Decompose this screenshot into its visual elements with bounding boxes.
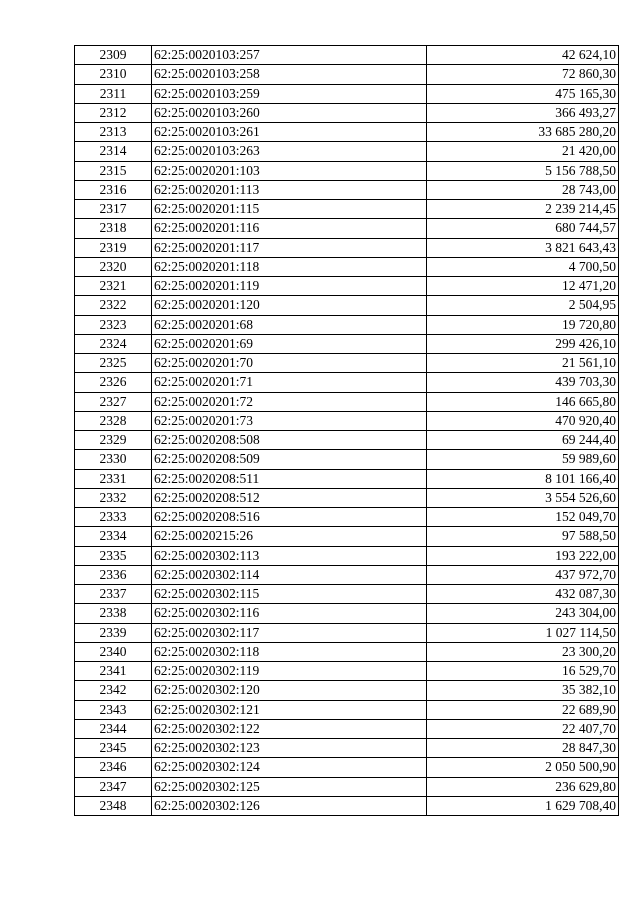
cadastral-number-cell: 62:25:0020103:260 [152,103,427,122]
table-row [75,450,619,469]
table-row [75,200,619,219]
cadastral-number-cell: 62:25:0020208:508 [152,431,427,450]
cadastral-value-cell: 236 629,80 [427,777,619,796]
table-row [75,585,619,604]
row-number-cell: 2347 [75,777,152,796]
table-row [75,642,619,661]
cadastral-number-cell: 62:25:0020103:263 [152,142,427,161]
cadastral-number-cell: 62:25:0020302:124 [152,758,427,777]
cadastral-number-cell: 62:25:0020103:257 [152,46,427,65]
cadastral-value-cell: 1 629 708,40 [427,796,619,815]
row-number-cell: 2344 [75,719,152,738]
cadastral-value-cell: 28 847,30 [427,739,619,758]
cadastral-number-cell: 62:25:0020302:113 [152,546,427,565]
table-row [75,758,619,777]
table-row [75,527,619,546]
cadastral-number-cell: 62:25:0020208:509 [152,450,427,469]
cadastral-number-cell: 62:25:0020302:122 [152,719,427,738]
table-row [75,334,619,353]
row-number-cell: 2315 [75,161,152,180]
row-number-cell: 2328 [75,411,152,430]
cadastral-number-cell: 62:25:0020103:258 [152,65,427,84]
cadastral-value-cell: 22 407,70 [427,719,619,738]
cadastral-value-cell: 97 588,50 [427,527,619,546]
row-number-cell: 2317 [75,200,152,219]
cadastral-number-cell: 62:25:0020201:117 [152,238,427,257]
cadastral-number-cell: 62:25:0020208:511 [152,469,427,488]
cadastral-number-cell: 62:25:0020201:120 [152,296,427,315]
row-number-cell: 2345 [75,739,152,758]
cadastral-number-cell: 62:25:0020215:26 [152,527,427,546]
row-number-cell: 2326 [75,373,152,392]
table-row [75,508,619,527]
row-number-cell: 2309 [75,46,152,65]
cadastral-number-cell: 62:25:0020201:116 [152,219,427,238]
cadastral-number-cell: 62:25:0020201:70 [152,354,427,373]
row-number-cell: 2324 [75,334,152,353]
row-number-cell: 2346 [75,758,152,777]
cadastral-number-cell: 62:25:0020201:71 [152,373,427,392]
cadastral-number-cell: 62:25:0020201:72 [152,392,427,411]
table-row [75,565,619,584]
cadastral-number-cell: 62:25:0020201:69 [152,334,427,353]
row-number-cell: 2339 [75,623,152,642]
table-row [75,277,619,296]
table-row [75,662,619,681]
table-row [75,161,619,180]
cadastral-value-cell: 21 420,00 [427,142,619,161]
cadastral-number-cell: 62:25:0020201:68 [152,315,427,334]
row-number-cell: 2310 [75,65,152,84]
cadastral-value-cell: 5 156 788,50 [427,161,619,180]
cadastral-value-cell: 69 244,40 [427,431,619,450]
cadastral-value-cell: 193 222,00 [427,546,619,565]
table-row [75,681,619,700]
cadastral-number-cell: 62:25:0020201:115 [152,200,427,219]
cadastral-number-cell: 62:25:0020208:516 [152,508,427,527]
row-number-cell: 2321 [75,277,152,296]
table-row [75,257,619,276]
cadastral-number-cell: 62:25:0020302:126 [152,796,427,815]
table-row [75,431,619,450]
cadastral-number-cell: 62:25:0020201:73 [152,411,427,430]
cadastral-value-cell: 33 685 280,20 [427,123,619,142]
table-row [75,373,619,392]
cadastral-value-cell: 8 101 166,40 [427,469,619,488]
table-row [75,296,619,315]
cadastral-value-cell: 72 860,30 [427,65,619,84]
table-row [75,623,619,642]
cadastral-number-cell: 62:25:0020302:117 [152,623,427,642]
cadastral-number-cell: 62:25:0020302:119 [152,662,427,681]
cadastral-value-cell: 19 720,80 [427,315,619,334]
cadastral-value-cell: 439 703,30 [427,373,619,392]
cadastral-number-cell: 62:25:0020201:113 [152,180,427,199]
cadastral-number-cell: 62:25:0020302:118 [152,642,427,661]
cadastral-value-cell: 28 743,00 [427,180,619,199]
table-row [75,84,619,103]
row-number-cell: 2342 [75,681,152,700]
row-number-cell: 2322 [75,296,152,315]
cadastral-value-cell: 2 050 500,90 [427,758,619,777]
row-number-cell: 2313 [75,123,152,142]
table-row [75,46,619,65]
cadastral-value-cell: 2 239 214,45 [427,200,619,219]
cadastral-value-cell: 2 504,95 [427,296,619,315]
cadastral-value-cell: 299 426,10 [427,334,619,353]
cadastral-value-cell: 3 554 526,60 [427,488,619,507]
row-number-cell: 2318 [75,219,152,238]
cadastral-value-cell: 12 471,20 [427,277,619,296]
row-number-cell: 2327 [75,392,152,411]
cadastral-number-cell: 62:25:0020302:115 [152,585,427,604]
cadastral-value-cell: 432 087,30 [427,585,619,604]
table-row [75,65,619,84]
row-number-cell: 2341 [75,662,152,681]
cadastral-number-cell: 62:25:0020302:123 [152,739,427,758]
cadastral-value-cell: 243 304,00 [427,604,619,623]
table-row [75,123,619,142]
row-number-cell: 2335 [75,546,152,565]
cadastral-value-table [74,45,619,816]
cadastral-value-cell: 23 300,20 [427,642,619,661]
row-number-cell: 2320 [75,257,152,276]
cadastral-number-cell: 62:25:0020201:118 [152,257,427,276]
cadastral-number-cell: 62:25:0020302:120 [152,681,427,700]
table-body [75,46,619,816]
cadastral-number-cell: 62:25:0020302:121 [152,700,427,719]
cadastral-number-cell: 62:25:0020103:259 [152,84,427,103]
cadastral-value-cell: 1 027 114,50 [427,623,619,642]
cadastral-number-cell: 62:25:0020201:119 [152,277,427,296]
row-number-cell: 2348 [75,796,152,815]
row-number-cell: 2333 [75,508,152,527]
table-row [75,488,619,507]
cadastral-value-cell: 42 624,10 [427,46,619,65]
cadastral-value-cell: 59 989,60 [427,450,619,469]
cadastral-value-cell: 3 821 643,43 [427,238,619,257]
cadastral-value-cell: 21 561,10 [427,354,619,373]
row-number-cell: 2329 [75,431,152,450]
table-row [75,103,619,122]
table-row [75,719,619,738]
cadastral-value-cell: 35 382,10 [427,681,619,700]
row-number-cell: 2330 [75,450,152,469]
table-row [75,238,619,257]
table-row [75,180,619,199]
table-row [75,700,619,719]
cadastral-value-cell: 680 744,57 [427,219,619,238]
table-row [75,219,619,238]
row-number-cell: 2338 [75,604,152,623]
table-row [75,315,619,334]
table-row [75,604,619,623]
cadastral-number-cell: 62:25:0020302:114 [152,565,427,584]
row-number-cell: 2336 [75,565,152,584]
table-row [75,796,619,815]
cadastral-value-cell: 366 493,27 [427,103,619,122]
table-row [75,546,619,565]
cadastral-value-cell: 22 689,90 [427,700,619,719]
cadastral-number-cell: 62:25:0020302:125 [152,777,427,796]
row-number-cell: 2343 [75,700,152,719]
cadastral-number-cell: 62:25:0020201:103 [152,161,427,180]
cadastral-value-cell: 16 529,70 [427,662,619,681]
cadastral-value-cell: 4 700,50 [427,257,619,276]
cadastral-value-cell: 475 165,30 [427,84,619,103]
row-number-cell: 2312 [75,103,152,122]
cadastral-value-cell: 146 665,80 [427,392,619,411]
table-row [75,392,619,411]
table-row [75,411,619,430]
row-number-cell: 2323 [75,315,152,334]
row-number-cell: 2314 [75,142,152,161]
row-number-cell: 2334 [75,527,152,546]
table-row [75,777,619,796]
row-number-cell: 2337 [75,585,152,604]
row-number-cell: 2340 [75,642,152,661]
cadastral-number-cell: 62:25:0020103:261 [152,123,427,142]
row-number-cell: 2331 [75,469,152,488]
cadastral-value-cell: 152 049,70 [427,508,619,527]
cadastral-value-cell: 470 920,40 [427,411,619,430]
row-number-cell: 2316 [75,180,152,199]
row-number-cell: 2325 [75,354,152,373]
row-number-cell: 2319 [75,238,152,257]
table-row [75,739,619,758]
cadastral-number-cell: 62:25:0020302:116 [152,604,427,623]
cadastral-value-cell: 437 972,70 [427,565,619,584]
row-number-cell: 2332 [75,488,152,507]
row-number-cell: 2311 [75,84,152,103]
table-row [75,469,619,488]
table-row [75,142,619,161]
table-row [75,354,619,373]
cadastral-number-cell: 62:25:0020208:512 [152,488,427,507]
